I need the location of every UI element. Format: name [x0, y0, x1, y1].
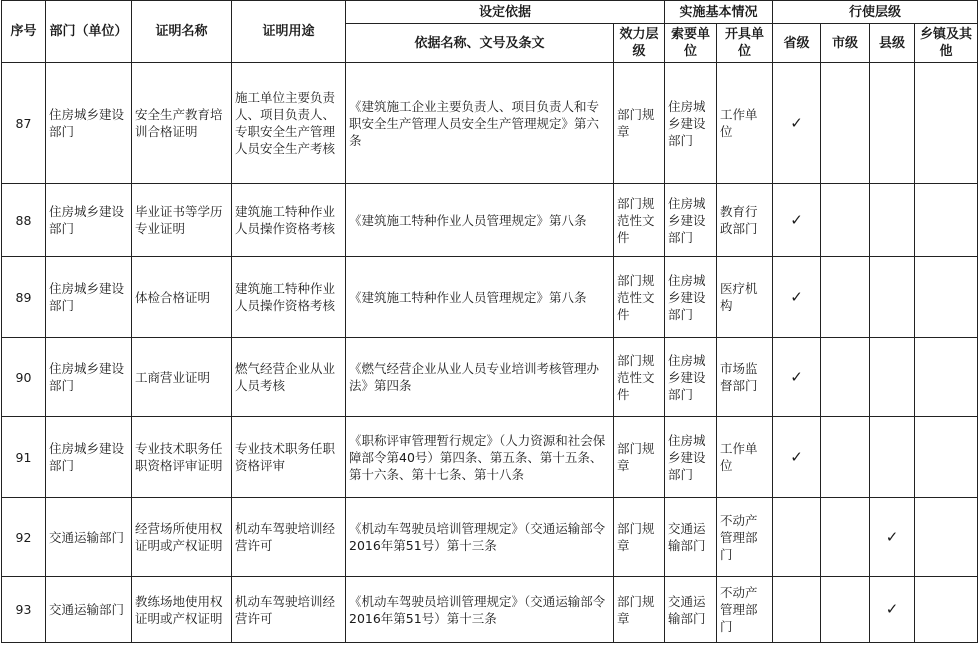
- header-impl-group: 实施基本情况: [665, 1, 773, 24]
- cell-dept: 住房城乡建设部门: [46, 338, 132, 417]
- cell-town-check: [915, 498, 978, 577]
- cell-county-check: [870, 63, 915, 184]
- cell-basis: 《机动车驾驶员培训管理规定》（交通运输部令2016年第51号）第十三条: [346, 577, 614, 643]
- cell-city-check: [821, 184, 870, 257]
- cell-seq: 90: [2, 338, 46, 417]
- cell-requester: 交通运输部门: [665, 498, 717, 577]
- cell-seq: 91: [2, 417, 46, 498]
- header-basis-doc: 依据名称、文号及条文: [346, 24, 614, 63]
- cell-cert-use: 机动车驾驶培训经营许可: [232, 577, 346, 643]
- cell-dept: 交通运输部门: [46, 577, 132, 643]
- cell-level: 部门规章: [614, 577, 665, 643]
- table-row: [2, 577, 978, 643]
- cell-cert-use: 建筑施工特种作业人员操作资格考核: [232, 184, 346, 257]
- table-row: [2, 498, 978, 577]
- header-basis-group: 设定依据: [346, 1, 665, 24]
- table-row: [2, 63, 978, 184]
- header-county: 县级: [870, 24, 915, 63]
- cell-province-check: ✓: [773, 184, 821, 257]
- cell-seq: 88: [2, 184, 46, 257]
- header-requester: 索要单位: [665, 24, 717, 63]
- header-dept: 部门（单位）: [46, 1, 132, 63]
- header-province: 省级: [773, 24, 821, 63]
- cell-town-check: [915, 63, 978, 184]
- cell-cert-use: 施工单位主要负责人、项目负责人、专职安全生产管理人员安全生产考核: [232, 63, 346, 184]
- cell-city-check: [821, 417, 870, 498]
- header-city: 市级: [821, 24, 870, 63]
- cell-requester: 住房城乡建设部门: [665, 338, 717, 417]
- header-town: 乡镇及其他: [915, 24, 978, 63]
- cell-cert-use: 专业技术职务任职资格评审: [232, 417, 346, 498]
- cell-cert-name: 教练场地使用权证明或产权证明: [132, 577, 232, 643]
- header-row-top: [2, 1, 978, 24]
- cell-province-check: [773, 498, 821, 577]
- cell-county-check: [870, 257, 915, 338]
- header-seq: 序号: [2, 1, 46, 63]
- cell-city-check: [821, 257, 870, 338]
- cell-dept: 交通运输部门: [46, 498, 132, 577]
- cell-cert-use: 燃气经营企业从业人员考核: [232, 338, 346, 417]
- cell-requester: 住房城乡建设部门: [665, 417, 717, 498]
- cell-city-check: [821, 577, 870, 643]
- cell-town-check: [915, 338, 978, 417]
- cell-issuer: 工作单位: [717, 417, 773, 498]
- cell-cert-name: 安全生产教育培训合格证明: [132, 63, 232, 184]
- cell-level: 部门规章: [614, 498, 665, 577]
- cell-basis: 《建筑施工特种作业人员管理规定》第八条: [346, 257, 614, 338]
- cell-cert-name: 毕业证书等学历专业证明: [132, 184, 232, 257]
- cell-requester: 住房城乡建设部门: [665, 257, 717, 338]
- cell-county-check: [870, 338, 915, 417]
- cell-level: 部门规范性文件: [614, 338, 665, 417]
- cell-dept: 住房城乡建设部门: [46, 417, 132, 498]
- table-row: [2, 184, 978, 257]
- cell-dept: 住房城乡建设部门: [46, 184, 132, 257]
- cell-requester: 交通运输部门: [665, 577, 717, 643]
- cell-province-check: ✓: [773, 338, 821, 417]
- cell-basis: 《职称评审管理暂行规定》（人力资源和社会保障部令第40号）第四条、第五条、第十五条、第十六条、第十七条、第十八条: [346, 417, 614, 498]
- cell-level: 部门规章: [614, 63, 665, 184]
- cell-province-check: ✓: [773, 63, 821, 184]
- cell-cert-name: 体检合格证明: [132, 257, 232, 338]
- cell-basis: 《燃气经营企业从业人员专业培训考核管理办法》第四条: [346, 338, 614, 417]
- table-row: [2, 417, 978, 498]
- cell-issuer: 工作单位: [717, 63, 773, 184]
- cell-town-check: [915, 257, 978, 338]
- cell-basis: 《机动车驾驶员培训管理规定》（交通运输部令2016年第51号）第十三条: [346, 498, 614, 577]
- cell-seq: 92: [2, 498, 46, 577]
- cell-seq: 87: [2, 63, 46, 184]
- table-row: [2, 338, 978, 417]
- cell-cert-use: 建筑施工特种作业人员操作资格考核: [232, 257, 346, 338]
- cell-cert-name: 专业技术职务任职资格评审证明: [132, 417, 232, 498]
- header-cert-name: 证明名称: [132, 1, 232, 63]
- cell-county-check: ✓: [870, 498, 915, 577]
- cell-basis: 《建筑施工特种作业人员管理规定》第八条: [346, 184, 614, 257]
- cell-county-check: [870, 184, 915, 257]
- cell-seq: 93: [2, 577, 46, 643]
- cell-town-check: [915, 417, 978, 498]
- header-issuer: 开具单位: [717, 24, 773, 63]
- cell-basis: 《建筑施工企业主要负责人、项目负责人和专职安全生产管理人员安全生产管理规定》第六条: [346, 63, 614, 184]
- cell-issuer: 医疗机构: [717, 257, 773, 338]
- header-level: 效力层级: [614, 24, 665, 63]
- cell-level: 部门规章: [614, 417, 665, 498]
- cell-province-check: [773, 577, 821, 643]
- cell-city-check: [821, 338, 870, 417]
- cell-town-check: [915, 577, 978, 643]
- cell-city-check: [821, 63, 870, 184]
- cell-province-check: ✓: [773, 417, 821, 498]
- cell-requester: 住房城乡建设部门: [665, 184, 717, 257]
- cell-level: 部门规范性文件: [614, 184, 665, 257]
- cell-seq: 89: [2, 257, 46, 338]
- cell-requester: 住房城乡建设部门: [665, 63, 717, 184]
- cell-cert-name: 工商营业证明: [132, 338, 232, 417]
- cell-province-check: ✓: [773, 257, 821, 338]
- header-tier-group: 行使层级: [773, 1, 978, 24]
- header-cert-use: 证明用途: [232, 1, 346, 63]
- cell-cert-use: 机动车驾驶培训经营许可: [232, 498, 346, 577]
- cell-level: 部门规范性文件: [614, 257, 665, 338]
- cell-county-check: ✓: [870, 577, 915, 643]
- cell-issuer: 市场监督部门: [717, 338, 773, 417]
- cell-issuer: 教育行政部门: [717, 184, 773, 257]
- cell-county-check: [870, 417, 915, 498]
- cell-dept: 住房城乡建设部门: [46, 63, 132, 184]
- cell-issuer: 不动产管理部门: [717, 498, 773, 577]
- cell-city-check: [821, 498, 870, 577]
- certificate-table: [1, 0, 978, 643]
- cell-dept: 住房城乡建设部门: [46, 257, 132, 338]
- cell-town-check: [915, 184, 978, 257]
- cell-cert-name: 经营场所使用权证明或产权证明: [132, 498, 232, 577]
- table-row: [2, 257, 978, 338]
- cell-issuer: 不动产管理部门: [717, 577, 773, 643]
